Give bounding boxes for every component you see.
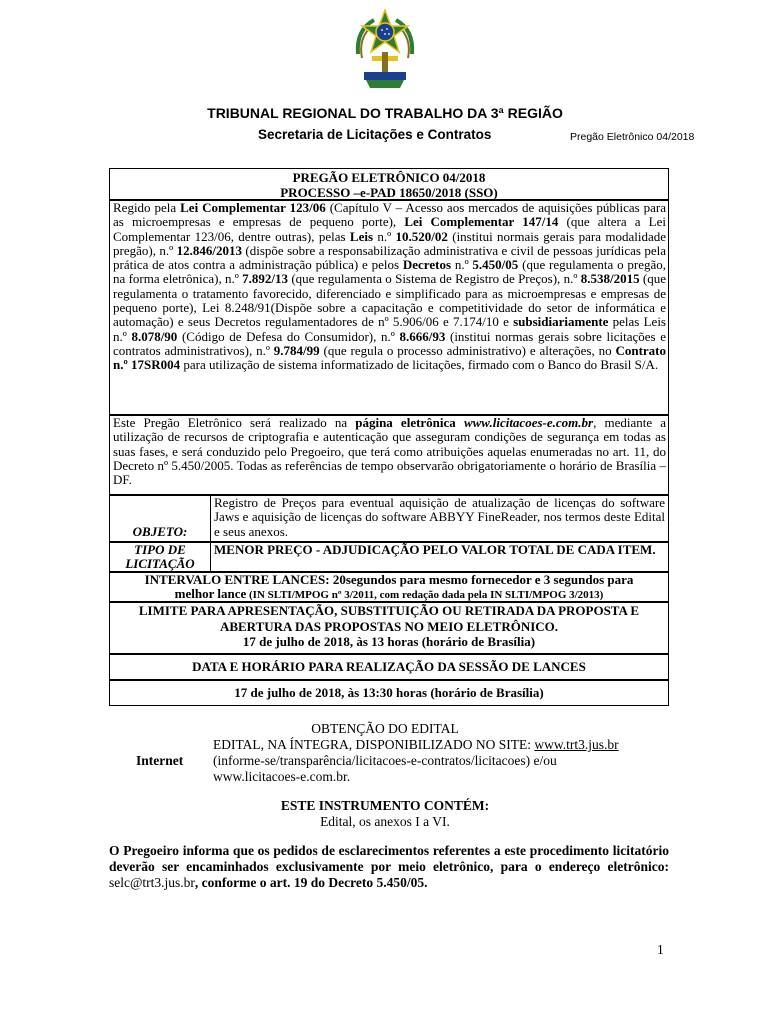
intervalo-line-2b: (IN SLTI/MPOG nº 3/2011, com redação dada pela IN SLTI/MPOG 3/2013) <box>246 589 604 601</box>
reg-segment: 8.666/93 <box>399 328 446 344</box>
internet-label: Internet <box>136 753 184 768</box>
reg-segment: (que regulamenta o tratamento favorecido, diferenciado e simplificado para as microempresas e empresas de pequeno porte), Lei 8.248/91(Dispõe sobre a capacitação e competitividade do setor de informática e automação) e seus Decretos regulamentadores de nº 5.906/06 e 7.174/10 e <box>113 271 666 330</box>
tipo-label-line-2: LICITAÇÃO <box>125 556 195 571</box>
limite-line-2: ABERTURA DAS PROPOSTAS NO MEIO ELETRÔNICO. <box>219 618 559 634</box>
contem-text: Edital, os anexos I a VI. <box>320 814 450 829</box>
reg-segment: 9.784/99 <box>273 342 320 358</box>
objeto-row <box>109 495 669 542</box>
title-box <box>109 168 669 200</box>
reg-segment: Regido pela <box>113 200 181 215</box>
intervalo-box <box>109 572 669 602</box>
sessao-date: 17 de julho de 2018, às 13:30 horas (horário de Brasília) <box>234 685 544 700</box>
reg-segment: para utilização de sistema informatizado de licitações, firmado com o Banco do Brasil S/A. <box>180 357 659 373</box>
reg-segment: (institui normas gerais sobre licitações e contratos administrativos), n.º <box>113 328 666 358</box>
document-reference: Pregão Eletrônico 04/2018 <box>570 131 695 143</box>
site-line-2: (informe-se/transparência/licitacoes-e-contratos/licitacoes) e/ou <box>213 753 557 768</box>
sessao-title: DATA E HORÁRIO PARA REALIZAÇÃO DA SESSÃO DE LANCES <box>192 659 586 674</box>
tipo-label-line-1: TIPO DE <box>134 542 186 557</box>
objeto-label: OBJETO: <box>110 496 211 541</box>
ele-segment: www.licitacoes-e.com.br <box>463 415 594 430</box>
tipo-text: MENOR PREÇO - ADJUDICAÇÃO PELO VALOR TOTAL DE CADA ITEM. <box>214 542 656 557</box>
notice-text-1: O Pregoeiro informa que os pedidos de esclarecimentos referentes a este procedimento licitatório deverão ser encaminhados exclusivamente por meio eletrônico, para o endereço eletrônico: <box>109 843 669 874</box>
obtencao-title: OBTENÇÃO DO EDITAL <box>311 721 459 736</box>
ele-segment: Este Pregão Eletrônico será realizado na <box>113 415 356 430</box>
tipo-licitacao-row <box>109 542 669 572</box>
reg-segment: pelas Leis n.º <box>113 314 666 344</box>
electronic-platform-paragraph <box>109 415 669 495</box>
site-info <box>213 737 619 785</box>
reg-segment: 10.520/02 <box>395 228 448 244</box>
site-line-1: EDITAL, NA ÍNTEGRA, DISPONIBILIZADO NO SITE: <box>213 737 535 752</box>
reg-segment: (institui normais gerais para modalidade pregão), n.º <box>113 228 667 258</box>
reg-segment: subsidiariamente <box>513 314 609 330</box>
legal-basis-paragraph <box>109 200 669 415</box>
reg-segment: (Capítulo V – Acesso aos mercados de aquisições públicas para as microempresas e empresas de pequeno porte), <box>113 200 667 230</box>
sessao-date-box <box>109 680 669 706</box>
coat-of-arms-emblem <box>352 8 418 94</box>
site-line-3[interactable]: www.licitacoes-e.com.br. <box>213 769 351 784</box>
title-line-2: PROCESSO –e-PAD 18650/2018 (SSO) <box>280 185 498 200</box>
reg-segment: (dispõe sobre a responsabilização administrativa e civil de pessoas jurídicas pela prática de atos contra a administração pública) e pelos <box>113 242 667 273</box>
contem-block <box>0 798 770 830</box>
reg-segment: 12.846/2013 <box>176 242 242 258</box>
intervalo-line-2a: melhor lance <box>174 586 247 601</box>
ele-segment: página eletrônica <box>355 415 464 430</box>
limite-box <box>109 602 669 654</box>
reg-segment: Decretos <box>402 257 451 273</box>
reg-segment: (que regulamenta o Sistema de Registro de Preços), n.º <box>288 271 581 287</box>
contem-title: ESTE INSTRUMENTO CONTÉM: <box>280 798 490 813</box>
ele-segment: , mediante a utilização de recursos de criptografia e autenticação que asseguram condições de segurança em todas as suas fases, e será conduzido pelo Pregoeiro, que terá como atribuições aquelas enumeradas no art. 11, do Decreto nº 5.450/2005. Todas as referências de tempo observarão obrigatoriamente o horário de Brasília – DF. <box>113 415 666 488</box>
limite-date: 17 de julho de 2018, às 13 horas (horário de Brasília) <box>242 634 536 649</box>
tipo-label <box>110 543 211 571</box>
reg-segment: (Código de Defesa do Consumidor), n.º <box>177 328 400 344</box>
reg-segment: Lei Complementar 123/06 <box>180 200 326 215</box>
page-number: 1 <box>657 942 664 957</box>
reg-segment: Lei Complementar 147/14 <box>404 214 559 230</box>
trt3-link[interactable]: www.trt3.jus.br <box>534 737 619 752</box>
reg-segment: 7.892/13 <box>242 271 289 287</box>
reg-segment: (que altera a Lei Complementar 123/06, dentre outras), pelas <box>113 214 667 244</box>
reg-segment: (que regula o processo administrativo) e alterações, no <box>319 342 616 358</box>
reg-segment: n.º <box>451 257 473 273</box>
reg-segment: n.º <box>373 228 396 244</box>
institution-heading: TRIBUNAL REGIONAL DO TRABALHO DA 3ª REGIÃO <box>207 105 563 121</box>
reg-segment: 8.538/2015 <box>580 271 640 287</box>
reg-segment: Leis <box>349 228 374 244</box>
objeto-text: Registro de Preços para eventual aquisição de atualização de licenças do software Jaws e aquisição de licenças do software ABBYY FineReader, nos termos deste Edital e seus anexos. <box>214 495 665 539</box>
department-heading: Secretaria de Licitações e Contratos <box>258 127 492 142</box>
reg-segment: 5.450/05 <box>472 257 519 273</box>
sessao-title-box <box>109 654 669 680</box>
pregoeiro-notice <box>109 843 669 891</box>
reg-segment: Contrato n.º 17SR004 <box>113 342 666 373</box>
limite-line-1: LIMITE PARA APRESENTAÇÃO, SUBSTITUIÇÃO OU RETIRADA DA PROPOSTA E <box>138 603 640 618</box>
reg-segment: 8.078/90 <box>131 328 178 344</box>
title-line-1: PREGÃO ELETRÔNICO 04/2018 <box>292 170 486 185</box>
notice-text-2: , conforme o art. 19 do Decreto 5.450/05. <box>194 875 428 890</box>
reg-segment: (que regulamenta o pregão, na forma eletrônica), n.º <box>113 257 667 287</box>
intervalo-line-1: INTERVALO ENTRE LANCES: 20segundos para mesmo fornecedor e 3 segundos para <box>144 572 634 587</box>
notice-email[interactable]: selc@trt3.jus.br <box>109 875 195 890</box>
